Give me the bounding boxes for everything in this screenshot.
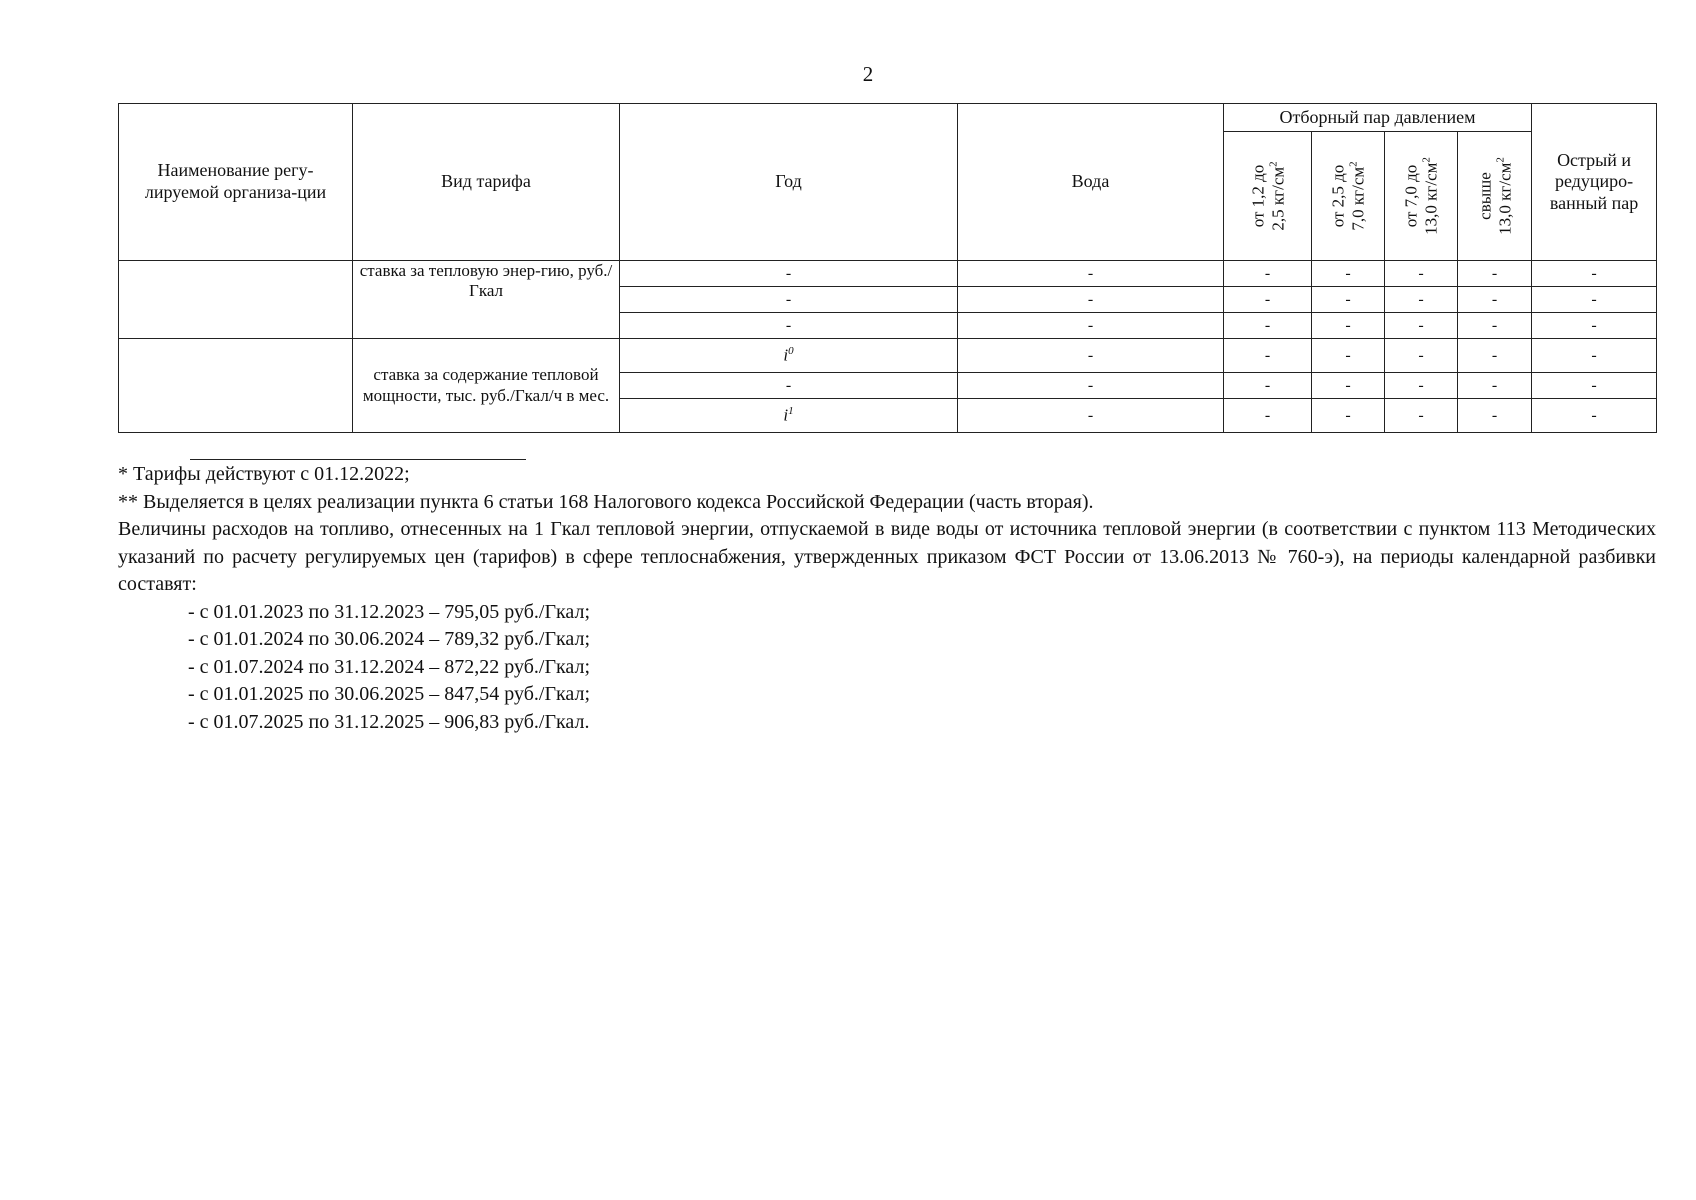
cell-steam-2: - xyxy=(1312,399,1385,433)
cell-sharp-steam: - xyxy=(1532,261,1657,287)
header-steam-col-2 xyxy=(1312,132,1385,261)
cell-sharp-steam: - xyxy=(1532,313,1657,339)
steam-col-3-line2: 13,0 кг/см xyxy=(1421,162,1441,235)
cell-steam-4: - xyxy=(1458,287,1532,313)
header-steam-col-1 xyxy=(1224,132,1312,261)
tariff-label-capacity: ставка за содержание тепловой мощности, тыс. руб./Гкал/ч в мес. xyxy=(353,339,620,433)
header-steam-group: Отборный пар давлением xyxy=(1224,104,1532,132)
cell-steam-3: - xyxy=(1385,373,1458,399)
cell-steam-1: - xyxy=(1224,261,1312,287)
steam-col-4-line2: 13,0 кг/см xyxy=(1494,162,1514,235)
period-item: - с 01.01.2025 по 30.06.2025 – 847,54 руб./Гкал; xyxy=(188,683,591,705)
cell-steam-3: - xyxy=(1385,339,1458,373)
footnote-1: * Тарифы действуют с 01.12.2022; xyxy=(118,463,410,485)
cell-sharp-steam: - xyxy=(1532,399,1657,433)
header-water: Вода xyxy=(958,104,1224,261)
cell-steam-1: - xyxy=(1224,373,1312,399)
fuel-cost-paragraph: Величины расходов на топливо, отнесенных на 1 Гкал тепловой энергии, отпускаемой в виде воды от источника тепловой энергии (в соответствии с пунктом 113 Методических указаний по расчету регулируемых цен (тарифов) в сфере теплоснабжения, утвержденных приказом ФСТ России от 13.06.2013 № 760-э), на периоды календарной разбивки составят: xyxy=(118,518,1656,595)
steam-col-4-line1: свыше xyxy=(1475,172,1495,220)
steam-col-1-line2: 2,5 кг/см xyxy=(1267,166,1287,231)
cell-steam-3: - xyxy=(1385,287,1458,313)
cell-year-index xyxy=(620,339,958,373)
cell-water: - xyxy=(958,399,1224,433)
cell-water: - xyxy=(958,339,1224,373)
notes-block xyxy=(118,461,1656,736)
cell-steam-3: - xyxy=(1385,313,1458,339)
steam-col-4-sup: 2 xyxy=(1494,157,1507,163)
cell-water: - xyxy=(958,313,1224,339)
period-item: - с 01.01.2024 по 30.06.2024 – 789,32 руб./Гкал; xyxy=(188,628,591,650)
year-index-sup: 0 xyxy=(788,344,794,357)
cell-sharp-steam: - xyxy=(1532,339,1657,373)
header-steam-col-4 xyxy=(1458,132,1532,261)
year-index-sup: 1 xyxy=(788,404,794,417)
cell-steam-2: - xyxy=(1312,313,1385,339)
cell-steam-4: - xyxy=(1458,313,1532,339)
cell-sharp-steam: - xyxy=(1532,287,1657,313)
header-sharp-steam: Острый и редуциро-ванный пар xyxy=(1532,104,1657,261)
cell-steam-2: - xyxy=(1312,261,1385,287)
cell-steam-2: - xyxy=(1312,373,1385,399)
cell-year: - xyxy=(620,261,958,287)
cell-steam-1: - xyxy=(1224,287,1312,313)
cell-steam-2: - xyxy=(1312,339,1385,373)
header-row xyxy=(119,104,1657,132)
period-item: - с 01.01.2023 по 31.12.2023 – 795,05 руб./Гкал; xyxy=(188,600,591,623)
cell-steam-3: - xyxy=(1385,261,1458,287)
org-cell-2 xyxy=(119,339,353,433)
cell-year: - xyxy=(620,287,958,313)
steam-col-1-sup: 2 xyxy=(1267,161,1280,167)
steam-col-2-line1: от 2,5 до xyxy=(1328,164,1348,228)
cell-year-index xyxy=(620,399,958,433)
steam-col-1-line1: от 1,2 до xyxy=(1248,164,1268,228)
cell-steam-4: - xyxy=(1458,339,1532,373)
steam-col-3-sup: 2 xyxy=(1420,157,1433,163)
year-index-letter: i xyxy=(783,345,789,365)
steam-col-2-line2: 7,0 кг/см xyxy=(1348,166,1368,231)
header-org: Наименование регу-лируемой организа-ции xyxy=(119,104,353,261)
cell-steam-4: - xyxy=(1458,373,1532,399)
org-cell-1 xyxy=(119,261,353,339)
cell-steam-4: - xyxy=(1458,399,1532,433)
tariff-table xyxy=(118,103,1657,433)
cell-water: - xyxy=(958,287,1224,313)
cell-steam-1: - xyxy=(1224,339,1312,373)
cell-steam-3: - xyxy=(1385,399,1458,433)
cell-water: - xyxy=(958,261,1224,287)
page-number: 2 xyxy=(862,62,874,86)
tariff-label-heat: ставка за тепловую энер-гию, руб./Гкал xyxy=(353,261,620,339)
cell-steam-4: - xyxy=(1458,261,1532,287)
header-steam-col-3 xyxy=(1385,132,1458,261)
period-item: - с 01.07.2025 по 31.12.2025 – 906,83 руб./Гкал. xyxy=(188,710,590,733)
footnote-2: ** Выделяется в целях реализации пункта 6 статьи 168 Налогового кодекса Российской Федерации (часть вторая). xyxy=(118,490,1094,513)
header-year: Год xyxy=(620,104,958,261)
header-tariff-type: Вид тарифа xyxy=(353,104,620,261)
footnote-separator xyxy=(190,459,526,460)
cell-year: - xyxy=(620,373,958,399)
period-item: - с 01.07.2024 по 31.12.2024 – 872,22 руб./Гкал; xyxy=(188,655,591,678)
cell-sharp-steam: - xyxy=(1532,373,1657,399)
cell-year: - xyxy=(620,313,958,339)
steam-col-2-sup: 2 xyxy=(1347,161,1360,167)
cell-steam-2: - xyxy=(1312,287,1385,313)
cell-steam-1: - xyxy=(1224,399,1312,433)
cell-steam-1: - xyxy=(1224,313,1312,339)
table-row xyxy=(119,339,1657,373)
table-row xyxy=(119,261,1657,287)
cell-water: - xyxy=(958,373,1224,399)
steam-col-3-line1: от 7,0 до xyxy=(1401,164,1421,228)
year-index-letter: i xyxy=(783,405,789,425)
